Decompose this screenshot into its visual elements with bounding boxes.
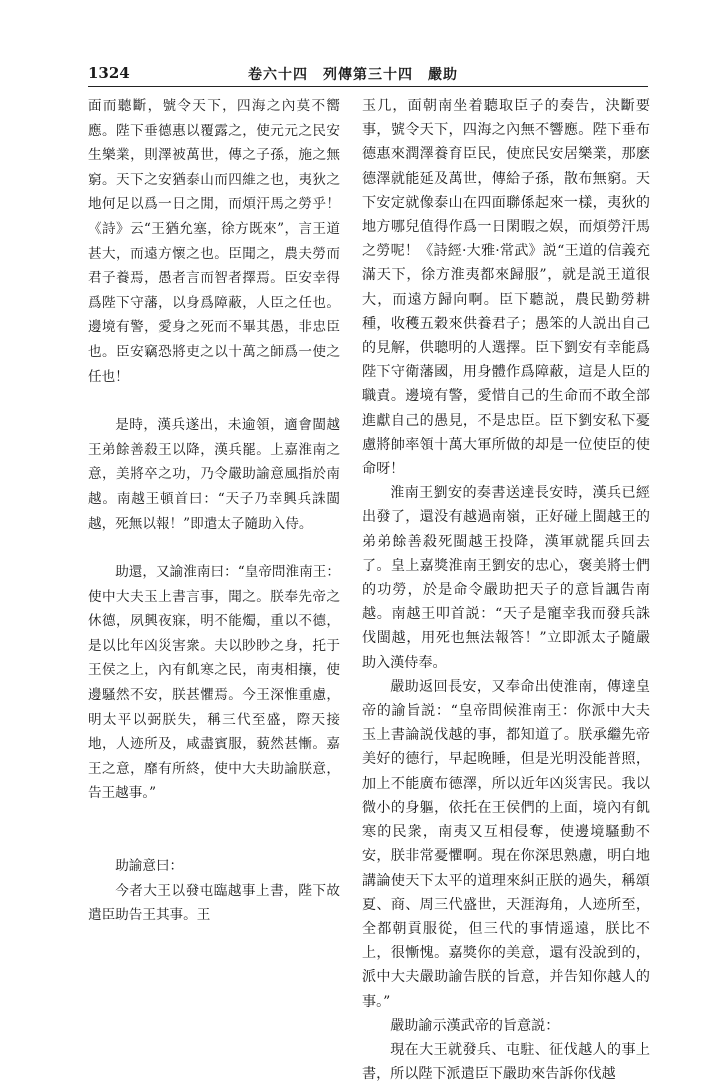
translation-paragraph-5: 現在大王就發兵、屯駐、征伐越人的事上書，所以陛下派遣臣下嚴助來告訴你伐越: [362, 1041, 650, 1083]
translation-paragraph-3: 嚴助返回長安，又奉命出使淮南，傳達皇帝的諭旨説：“皇帝問候淮南王：你派中大夫玉上書論説伐越的事，都知道了。朕承繼先帝美好的德行，早起晚睡，但是光明没能普照，加上不能廣布德澤，所以近年凶災害民。我以微小的身軀，依托在王侯們的上面，境內有飢寒的民衆，南夷又互相侵奪，使邊境騷動不安，朕非常憂懼啊。現在你深思熟慮，明白地講論使天下太平的道理來糾正朕的過失，稱頌夏、商、周三代盛世，天涯海角，人迹所至，全都朝貢服從，但三代的事情遥遠，朕比不上，很慚愧。嘉獎你的美意，還有没說到的，派中大夫嚴助諭告朕的旨意，并告知你越人的事。”: [362, 678, 650, 1010]
classical-text-column: [88, 94, 340, 928]
classical-paragraph-5: 今者大王以發屯臨越事上書，陛下故遣臣助告王其事。王: [88, 882, 340, 924]
classical-paragraph-3: 助還，又諭淮南曰：“皇帝問淮南王：使中大夫玉上書言事，聞之。朕奉先帝之休德，夙興夜寐，明不能燭，重以不德，是以比年凶災害衆。夫以眇眇之身，托于王侯之上，內有飢寒之民，南夷相攘，使邊騷然不安，朕甚懼焉。今王深惟重慮，明太平以弼朕失，稱三代至盛，際天接地，人迹所及，咸盡賓服，藐然甚慚。嘉王之意，靡有所終，使中大夫助諭朕意，告王越事。”: [88, 564, 340, 802]
translation-column: [362, 94, 650, 1086]
header-rule: [88, 86, 648, 87]
classical-paragraph-1: 面而聽斷，號令天下，四海之內莫不嚮應。陛下垂德惠以覆露之，使元元之民安生樂業，則澤被萬世，傳之子孫，施之無窮。天下之安猶泰山而四維之也，夷狄之地何足以爲一日之閒，而煩汗馬之勞乎！《詩》云“王猶允塞，徐方既來”，言王道甚大，而遠方懷之也。臣聞之，農夫勞而君子養焉，愚者言而智者擇焉。臣安幸得爲陛下守藩，以身爲障蔽，人臣之任也。邊境有警，愛身之死而不畢其愚，非忠臣也。臣安竊恐將吏之以十萬之師爲一使之任也！: [88, 98, 340, 385]
page-header: [88, 58, 648, 88]
translation-paragraph-2: 淮南王劉安的奏書送達長安時，漢兵已經出發了，還没有越過南嶺，正好碰上閩越王的弟弟餘善殺死閩越王投降，漢軍就罷兵回去了。皇上嘉獎淮南王劉安的忠心，褒美將士們的功勞，於是命令嚴助把天子的意旨諷告南越。南越王叩首説：“天子是寵幸我而發兵誅伐閩越，用死也無法報答！”立即派太子隨嚴助入漢侍奉。: [362, 485, 650, 671]
translation-paragraph-4: 嚴助諭示漢武帝的旨意説：: [390, 1017, 560, 1034]
translation-paragraph-1: 玉几，面朝南坐着聽取臣子的奏告，決斷要事，號令天下，四海之內無不響應。陛下垂布德惠來潤澤養育臣民，使庶民安居樂業，那麽德澤就能延及萬世，傳給子孫，散布無窮。天下安定就像泰山在四面聯係起來一樣，夷狄的地方哪兒值得作爲一日閑暇之娱，而煩勞汗馬之勞呢！《詩經·大雅·常武》説“王道的信義充滿天下，徐方淮夷都來歸服”，就是説王道很大，而遠方歸向啊。臣下聽説，農民勤勞耕種，收穫五穀來供養君子；愚笨的人説出自己的見解，供聰明的人選擇。臣下劉安有幸能爲陛下守衛藩國，用身體作爲障蔽，這是人臣的職責。邊境有警，愛惜自己的生命而不敢全部進獻自己的愚見，不是忠臣。臣下劉安私下憂慮將帥率領十萬大軍所做的却是一位使臣的使命呀！: [362, 98, 650, 478]
classical-paragraph-4: 助諭意曰：: [115, 858, 184, 875]
running-title: 卷六十四 列傳第三十四 嚴助: [248, 67, 458, 83]
classical-paragraph-2: 是時，漢兵遂出，未逾領，適會閩越王弟餘善殺王以降，漢兵罷。上嘉淮南之意，美將卒之功，乃令嚴助諭意風指於南越。南越王頓首曰：“天子乃幸興兵誅閩越，死無以報！”即遣太子隨助入侍。: [88, 417, 340, 532]
page-number: 1324: [88, 64, 130, 82]
